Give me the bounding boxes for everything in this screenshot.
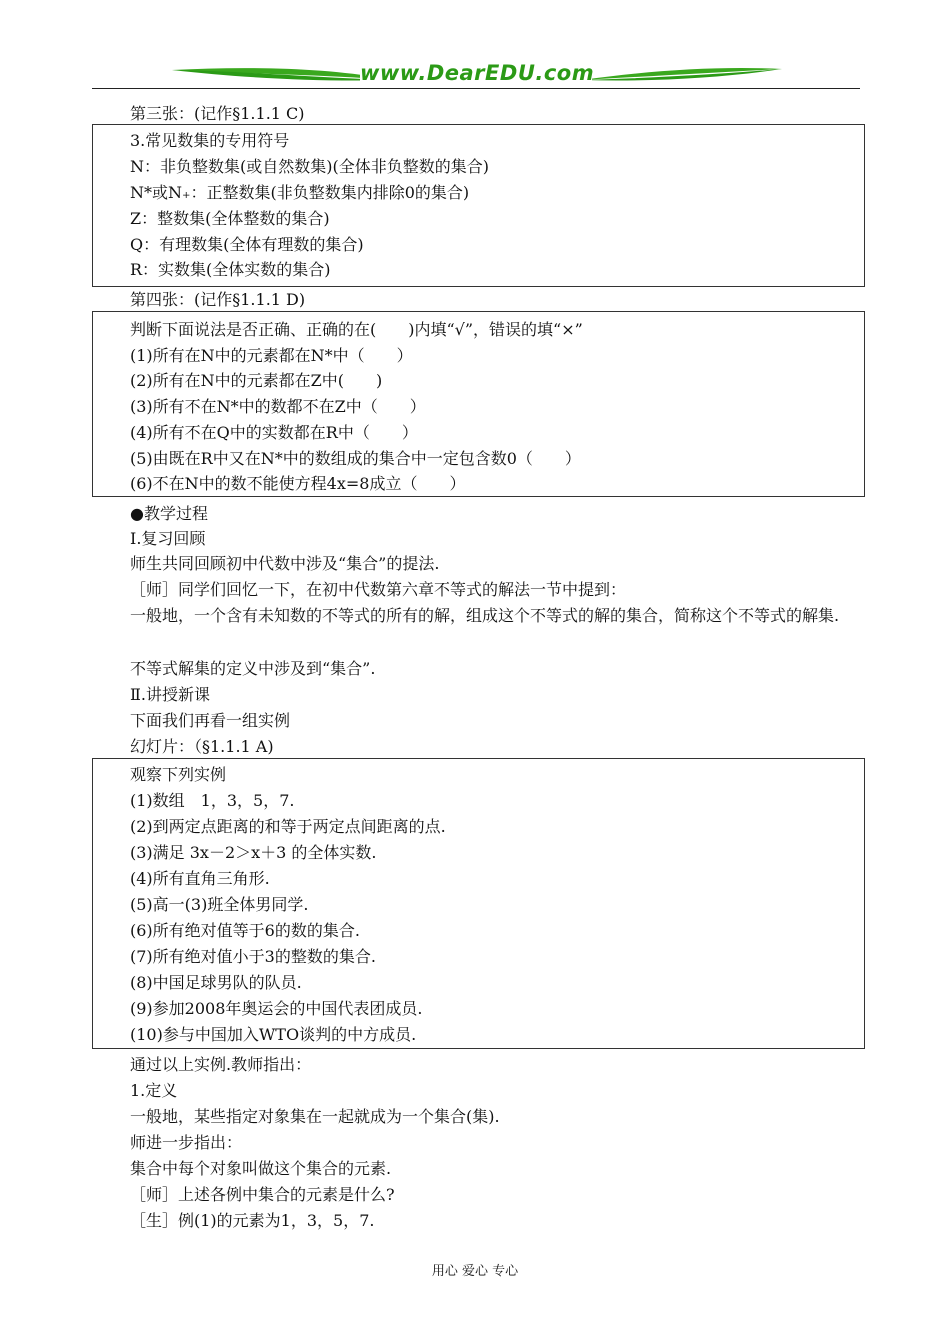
new-lesson-heading: Ⅱ.讲授新课: [130, 685, 210, 704]
box-line: (8)中国足球男队的队员.: [130, 973, 302, 992]
box-line: (6)不在N中的数不能使方程4x=8成立（ ）: [130, 474, 466, 493]
body-line: 师进一步指出：: [130, 1133, 243, 1152]
review-line: 师生共同回顾初中代数中涉及“集合”的提法.: [130, 554, 440, 573]
box-line: Q：有理数集(全体有理数的集合): [130, 235, 364, 254]
box-line: (3)满足 3x－2＞x＋3 的全体实数.: [130, 843, 377, 862]
review-heading: Ⅰ.复习回顾: [130, 529, 206, 548]
box-line: (6)所有绝对值等于6的数的集合.: [130, 921, 360, 940]
box-line: (4)所有不在Q中的实数都在R中（ ）: [130, 423, 418, 442]
page-footer: 用心 爱心 专心: [431, 1264, 519, 1279]
box-number-sets: [92, 124, 865, 287]
box-line: Z：整数集(全体整数的集合): [130, 209, 330, 228]
review-note: 不等式解集的定义中涉及到“集合”.: [130, 659, 376, 678]
slide3-title: 第三张：(记作§1.1.1 C): [130, 104, 305, 123]
box-line: 3.常见数集的专用符号: [130, 131, 290, 150]
box-line: (7)所有绝对值小于3的整数的集合.: [130, 947, 376, 966]
new-lesson-intro: 下面我们再看一组实例: [130, 711, 291, 730]
box-line: (2)到两定点距离的和等于两定点间距离的点.: [130, 817, 446, 836]
body-line: 集合中每个对象叫做这个集合的元素.: [130, 1159, 392, 1178]
body-line: ［生］例(1)的元素为1，3，5，7.: [130, 1211, 375, 1230]
body-line: ［师］上述各例中集合的元素是什么?: [130, 1185, 395, 1204]
body-line: 1.定义: [130, 1081, 178, 1100]
slide-a-title: 幻灯片：（§1.1.1 A): [130, 737, 274, 756]
body-line: 通过以上实例.教师指出：: [130, 1055, 312, 1074]
box-line: (10)参与中国加入WTO谈判的中方成员.: [130, 1025, 417, 1044]
box-line: (2)所有在N中的元素都在Z中( ): [130, 371, 383, 390]
header-rule: [92, 88, 860, 89]
box-line: N*或N₊：正整数集(非负整数集内排除0的集合): [130, 183, 470, 202]
review-line: ［师］同学们回忆一下，在初中代数第六章不等式的解法一节中提到：: [130, 580, 627, 599]
box-true-false: [92, 311, 865, 497]
box-line: (1)数组 1，3，5，7.: [130, 791, 295, 810]
slide4-title: 第四张：(记作§1.1.1 D): [130, 290, 306, 309]
header-banner: [92, 58, 860, 92]
box-line: (5)高一(3)班全体男同学.: [130, 895, 309, 914]
site-logo-text[interactable]: www.DearEDU.com: [360, 61, 595, 85]
review-paragraph: 一般地，一个含有未知数的不等式的所有的解，组成这个不等式的解的集合，简称这个不等式的解集.: [130, 606, 840, 625]
box-line: (3)所有不在N*中的数都不在Z中（ ）: [130, 397, 426, 416]
teaching-heading: ●教学过程: [130, 504, 208, 523]
box-line: (4)所有直角三角形.: [130, 869, 270, 888]
box-line: (1)所有在N中的元素都在N*中（ ）: [130, 346, 413, 365]
box-line: (9)参加2008年奥运会的中国代表团成员.: [130, 999, 423, 1018]
body-line: 一般地，某些指定对象集在一起就成为一个集合(集).: [130, 1107, 500, 1126]
box-line: R：实数集(全体实数的集合): [130, 260, 331, 279]
box-line: (5)由既在R中又在N*中的数组成的集合中一定包含数0（ ）: [130, 449, 581, 468]
box-line: N：非负整数集(或自然数集)(全体非负整数的集合): [130, 157, 489, 176]
box-examples: [92, 758, 865, 1049]
box-line: 观察下列实例: [130, 765, 227, 784]
box-line: 判断下面说法是否正确、正确的在( )内填“√”，错误的填“×”: [130, 320, 583, 339]
